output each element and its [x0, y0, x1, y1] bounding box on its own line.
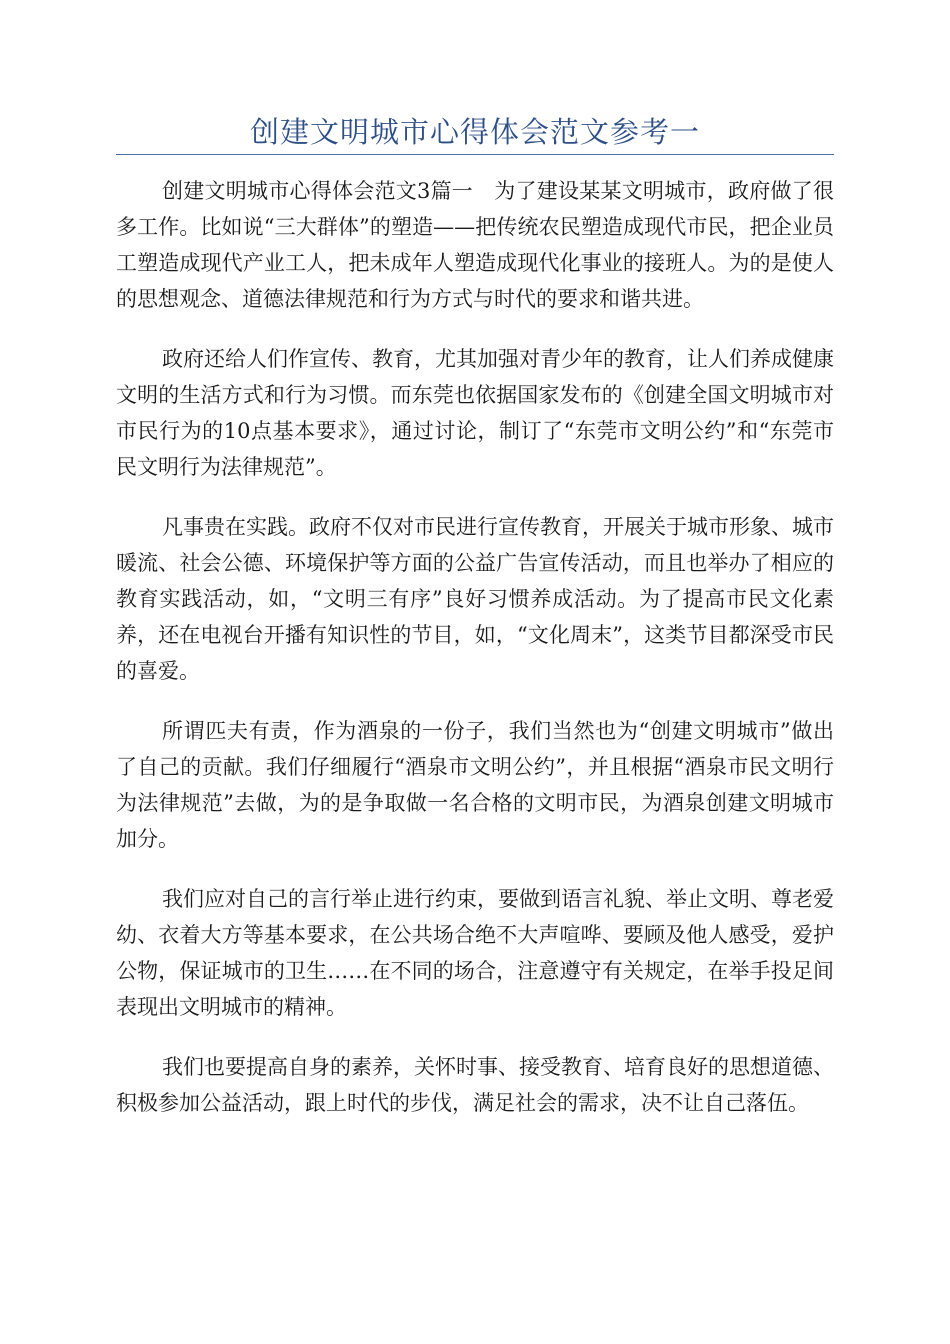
paragraph-6: 我们也要提高自身的素养，关怀时事、接受教育、培育良好的思想道德、积极参加公益活动，跟上时代的步伐，满足社会的需求，决不让自己落伍。 [116, 1055, 834, 1115]
paragraph-3: 凡事贵在实践。政府不仅对市民进行宣传教育，开展关于城市形象、城市暖流、社会公德、环境保护等方面的公益广告宣传活动，而且也举办了相应的教育实践活动，如，“文明三有序”良好习惯养成活动。为了提高市民文化素养，还在电视台开播有知识性的节目，如，“文化周末”，这类节目都深受市民的喜爱。 [116, 515, 834, 683]
paragraph-1: 创建文明城市心得体会范文3篇一 为了建设某某文明城市，政府做了很多工作。比如说“三大群体”的塑造——把传统农民塑造成现代市民，把企业员工塑造成现代产业工人，把未成年人塑造成现代化事业的接班人。为的是使人的思想观念、道德法律规范和行为方式与时代的要求和谐共进。 [116, 179, 834, 311]
paragraph-5: 我们应对自己的言行举止进行约束，要做到语言礼貌、举止文明、尊老爱幼、衣着大方等基本要求，在公共场合绝不大声喧哗、要顾及他人感受，爱护公物，保证城市的卫生……在不同的场合，注意遵守有关规定，在举手投足间表现出文明城市的精神。 [116, 887, 834, 1019]
document-body [116, 173, 834, 1145]
title-underline [116, 154, 834, 155]
paragraph-4: 所谓匹夫有责，作为酒泉的一份子，我们当然也为“创建文明城市”做出了自己的贡献。我们仔细履行“酒泉市文明公约”，并且根据“酒泉市民文明行为法律规范”去做，为的是争取做一名合格的文明市民，为酒泉创建文明城市加分。 [116, 719, 834, 851]
paragraph-2: 政府还给人们作宣传、教育，尤其加强对青少年的教育，让人们养成健康文明的生活方式和行为习惯。而东莞也依据国家发布的《创建全国文明城市对市民行为的10点基本要求》，通过讨论，制订了“东莞市文明公约”和“东莞市民文明行为法律规范”。 [116, 347, 834, 479]
page-title: 创建文明城市心得体会范文参考一 [249, 115, 700, 149]
